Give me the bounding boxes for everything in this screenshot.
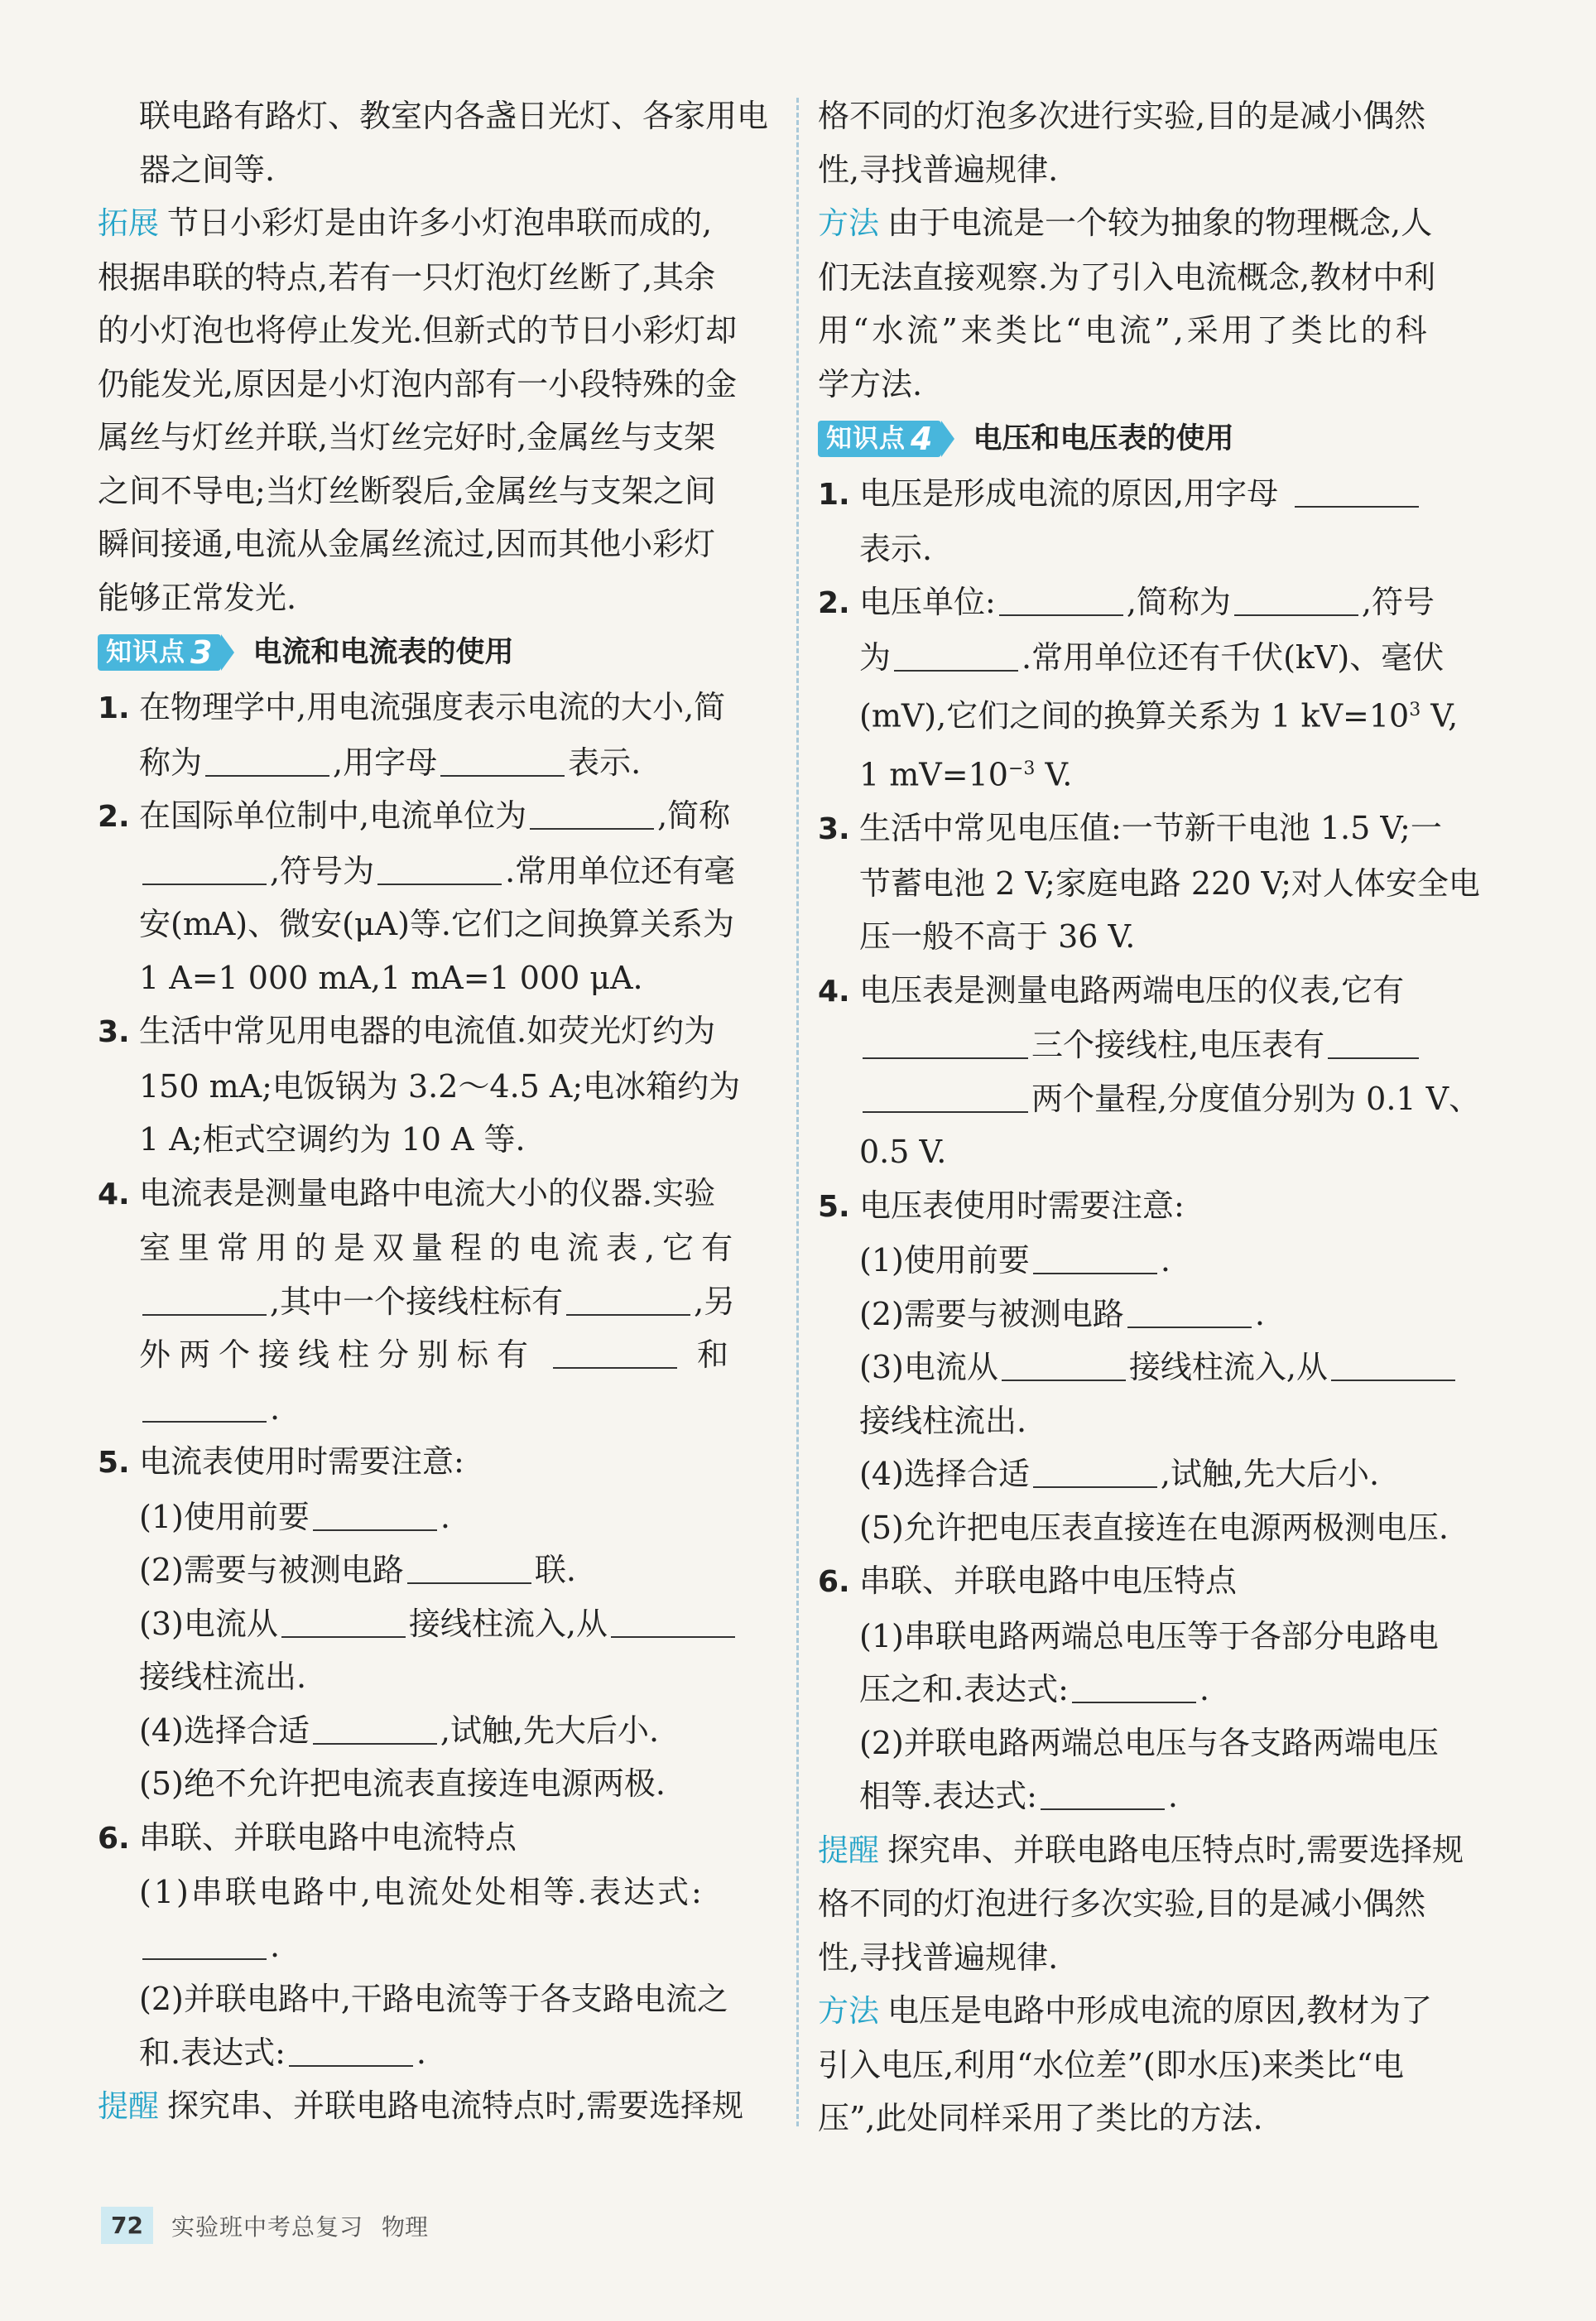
extension-note: 拓展 节日小彩灯是由许多小灯泡串联而成的, — [98, 205, 713, 241]
answer-blank[interactable] — [1331, 1351, 1455, 1381]
reminder-tag: 提醒 — [818, 1832, 879, 1868]
text-line: 安(mA)、微安(μA)等.它们之间换算关系为 — [139, 906, 734, 942]
list-item: 5. 电流表使用时需要注意: — [98, 1443, 464, 1480]
text-line: (3)电流从 接线柱流入,从 — [818, 1341, 1513, 1394]
text-line: 仍能发光,原因是小灯泡内部有一小段特殊的金 — [98, 365, 738, 402]
text-line: 根据串联的特点,若有一只灯泡灯丝断了,其余 — [98, 258, 716, 296]
answer-blank[interactable] — [1295, 478, 1419, 508]
answer-blank[interactable] — [894, 642, 1018, 672]
text-line: 1 A=1 000 mA,1 mA=1 000 μA. — [139, 959, 643, 996]
text-line: 和.表达式: . — [139, 2034, 426, 2071]
extension-tag: 拓展 — [98, 205, 159, 241]
text-line: (5)绝不允许把电流表直接连电源两极. — [139, 1765, 666, 1802]
list-item: 3. 生活中常见用电器的电流值.如荧光灯约为 — [98, 1013, 716, 1049]
answer-blank[interactable] — [289, 2037, 413, 2067]
section-title: 电流和电流表的使用 — [252, 635, 514, 669]
right-column — [818, 89, 1513, 2145]
text-line: 格不同的灯泡进行多次实验,目的是减小偶然 — [818, 1885, 1426, 1923]
list-item: 1. 在物理学中,用电流强度表示电流的大小,简 — [98, 689, 726, 725]
answer-blank[interactable] — [1234, 586, 1358, 616]
chevron-right-icon — [941, 421, 954, 457]
subject-label: 物理 — [381, 2213, 428, 2241]
column-divider — [796, 98, 799, 2126]
reminder-note: 提醒 探究串、并联电路电流特点时,需要选择规 — [98, 2087, 744, 2124]
left-column — [98, 89, 793, 2134]
text-line: 150 mA;电饭锅为 3.2～4.5 A;电冰箱约为 — [139, 1067, 741, 1105]
text-line: 1 A;柜式空调约为 10 A 等. — [139, 1121, 526, 1158]
answer-blank[interactable] — [1033, 1245, 1157, 1274]
text-line: 引入电压,利用“水位差”(即水压)来类比“电 — [818, 2046, 1405, 2083]
text-line: 性,寻找普遍规律. — [818, 1938, 1059, 1976]
list-item: 4. 电压表是测量电路两端电压的仪表,它有 — [818, 971, 1405, 1009]
answer-blank[interactable] — [142, 1286, 267, 1316]
answer-blank[interactable] — [142, 1930, 267, 1960]
answer-blank[interactable] — [1328, 1029, 1419, 1059]
answer-blank[interactable] — [205, 747, 329, 777]
text-line: 的小灯泡也将停止发光.但新式的节日小彩灯却 — [98, 312, 738, 349]
answer-blank[interactable] — [377, 855, 502, 885]
text-line: 为 .常用单位还有千伏(kV)、毫伏 — [859, 638, 1445, 676]
page-footer — [101, 2207, 428, 2244]
knowledge-point-3-header — [98, 626, 793, 679]
page-number: 72 — [101, 2207, 153, 2244]
text-line: 瞬间接通,电流从金属丝流过,因而其他小彩灯 — [98, 526, 716, 562]
section-title: 电压和电压表的使用 — [973, 421, 1234, 455]
method-note: 方法 由于电流是一个较为抽象的物理概念,人 — [818, 205, 1433, 241]
method-tag: 方法 — [818, 1993, 879, 2030]
text-line: (2)并联电路两端总电压与各支路两端电压 — [859, 1724, 1439, 1761]
text-line: (4)选择合适 ,试触,先大后小. — [139, 1712, 660, 1749]
list-item: 2. 在国际单位制中,电流单位为 ,简称 — [98, 797, 731, 834]
text-line: . — [98, 1382, 793, 1436]
answer-blank[interactable] — [281, 1608, 406, 1638]
text-line: 表示. — [859, 530, 933, 567]
text-line: 节蓄电池 2 V;家庭电路 220 V;对人体安全电 — [859, 864, 1480, 902]
knowledge-point-4-header — [818, 412, 1513, 465]
answer-blank[interactable] — [440, 747, 565, 777]
text-line: 能够正常发光. — [98, 579, 297, 616]
answer-blank[interactable] — [313, 1715, 437, 1745]
knowledge-point-badge: 知识点 4 — [818, 421, 941, 457]
answer-blank[interactable] — [142, 1393, 267, 1423]
text-line: 用“水流”来类比“电流”,采用了类比的科 — [818, 312, 1430, 349]
text-line: 称为 ,用字母 表示. — [139, 744, 642, 781]
answer-blank[interactable] — [999, 586, 1123, 616]
list-item: 4. 电流表是测量电路中电流大小的仪器.实验 — [98, 1174, 716, 1211]
text-line: ,符号为 .常用单位还有毫 — [98, 845, 793, 898]
answer-blank[interactable] — [1033, 1458, 1157, 1488]
answer-blank[interactable] — [566, 1286, 690, 1316]
text-line: (1)串联电路两端总电压等于各部分电路电 — [859, 1617, 1439, 1654]
text-line: 性,寻找普遍规律. — [818, 151, 1059, 188]
text-line: (1)使用前要 . — [139, 1498, 450, 1535]
text-line: (5)允许把电压表直接连在电源两极测电压. — [859, 1509, 1449, 1546]
text-line: 外两个接线柱分别标有 和 — [139, 1336, 729, 1373]
method-tag: 方法 — [818, 205, 879, 241]
text-line: 压之和.表达式: . — [859, 1671, 1209, 1708]
chevron-right-icon — [221, 634, 234, 671]
text-line: 0.5 V. — [859, 1134, 947, 1171]
text-line: 相等.表达式: . — [859, 1778, 1178, 1815]
reminder-note: 提醒 探究串、并联电路电压特点时,需要选择规 — [818, 1831, 1464, 1868]
text-line: (2)需要与被测电路 联. — [139, 1552, 576, 1588]
text-line: 属丝与灯丝并联,当灯丝完好时,金属丝与支架 — [98, 419, 716, 455]
answer-blank[interactable] — [863, 1029, 1028, 1059]
method-note: 方法 电压是电路中形成电流的原因,教材为了 — [818, 1992, 1433, 2030]
text-line: (3)电流从 接线柱流入,从 — [98, 1597, 793, 1651]
answer-blank[interactable] — [1127, 1298, 1252, 1328]
answer-blank[interactable] — [1072, 1673, 1196, 1703]
list-item: 5. 电压表使用时需要注意: — [818, 1187, 1185, 1224]
text-line: 两个量程,分度值分别为 0.1 V、 — [818, 1072, 1513, 1126]
text-line: 学方法. — [818, 365, 923, 402]
list-item: 2. 电压单位: ,简称为 ,符号 — [818, 584, 1435, 620]
text-line: 格不同的灯泡多次进行实验,目的是减小偶然 — [818, 98, 1426, 134]
text-line: (2)并联电路中,干路电流等于各支路电流之 — [139, 1981, 728, 2017]
answer-blank[interactable] — [142, 855, 267, 885]
answer-blank[interactable] — [1041, 1780, 1165, 1810]
text-line: 压”,此处同样采用了类比的方法. — [818, 2100, 1263, 2137]
answer-blank[interactable] — [407, 1554, 531, 1584]
text-line: (mV),它们之间的换算关系为 1 $kV=10^3$ V, — [859, 697, 1459, 734]
reminder-tag: 提醒 — [98, 2088, 159, 2124]
text-line: ,其中一个接线柱标有 ,另 — [98, 1275, 793, 1329]
text-line: 器之间等. — [139, 151, 276, 188]
knowledge-point-badge: 知识点 3 — [98, 634, 221, 671]
text-line: 1 $mV=10^{-3}$ V. — [859, 756, 1073, 793]
text-line: (1)使用前要 . — [859, 1242, 1171, 1279]
answer-blank[interactable] — [553, 1339, 677, 1369]
list-item: 3. 生活中常见电压值:一节新干电池 1.5 V;一 — [818, 810, 1442, 847]
answer-blank[interactable] — [530, 800, 654, 830]
book-title: 实验班中考总复习 — [171, 2213, 363, 2241]
list-item: 1. 电压是形成电流的原因,用字母 — [818, 467, 1513, 522]
text-line: 三个接线柱,电压表有 — [818, 1018, 1513, 1072]
text-line: 接线柱流出. — [859, 1402, 1027, 1439]
text-line: . — [98, 1919, 793, 1973]
list-item: 6. 串联、并联电路中电压特点 — [818, 1563, 1238, 1600]
text-line: 联电路有路灯、教室内各盏日光灯、各家用电 — [139, 98, 769, 134]
text-line: 室里常用的是双量程的电流表,它有 — [139, 1230, 741, 1266]
answer-blank[interactable] — [1002, 1351, 1126, 1381]
text-line: 压一般不高于 36 V. — [859, 918, 1136, 956]
text-line: (4)选择合适 ,试触,先大后小. — [859, 1456, 1380, 1493]
text-line: 之间不导电;当灯丝断裂后,金属丝与支架之间 — [98, 472, 716, 509]
text-line: (2)需要与被测电路 . — [859, 1295, 1265, 1332]
text-line: 们无法直接观察.为了引入电流概念,教材中利 — [818, 258, 1436, 296]
text-line: (1)串联电路中,电流处处相等.表达式: — [139, 1874, 704, 1910]
answer-blank[interactable] — [313, 1501, 437, 1531]
answer-blank[interactable] — [611, 1608, 735, 1638]
text-line: 接线柱流出. — [139, 1659, 307, 1695]
answer-blank[interactable] — [863, 1083, 1028, 1113]
list-item: 6. 串联、并联电路中电流特点 — [98, 1818, 517, 1856]
